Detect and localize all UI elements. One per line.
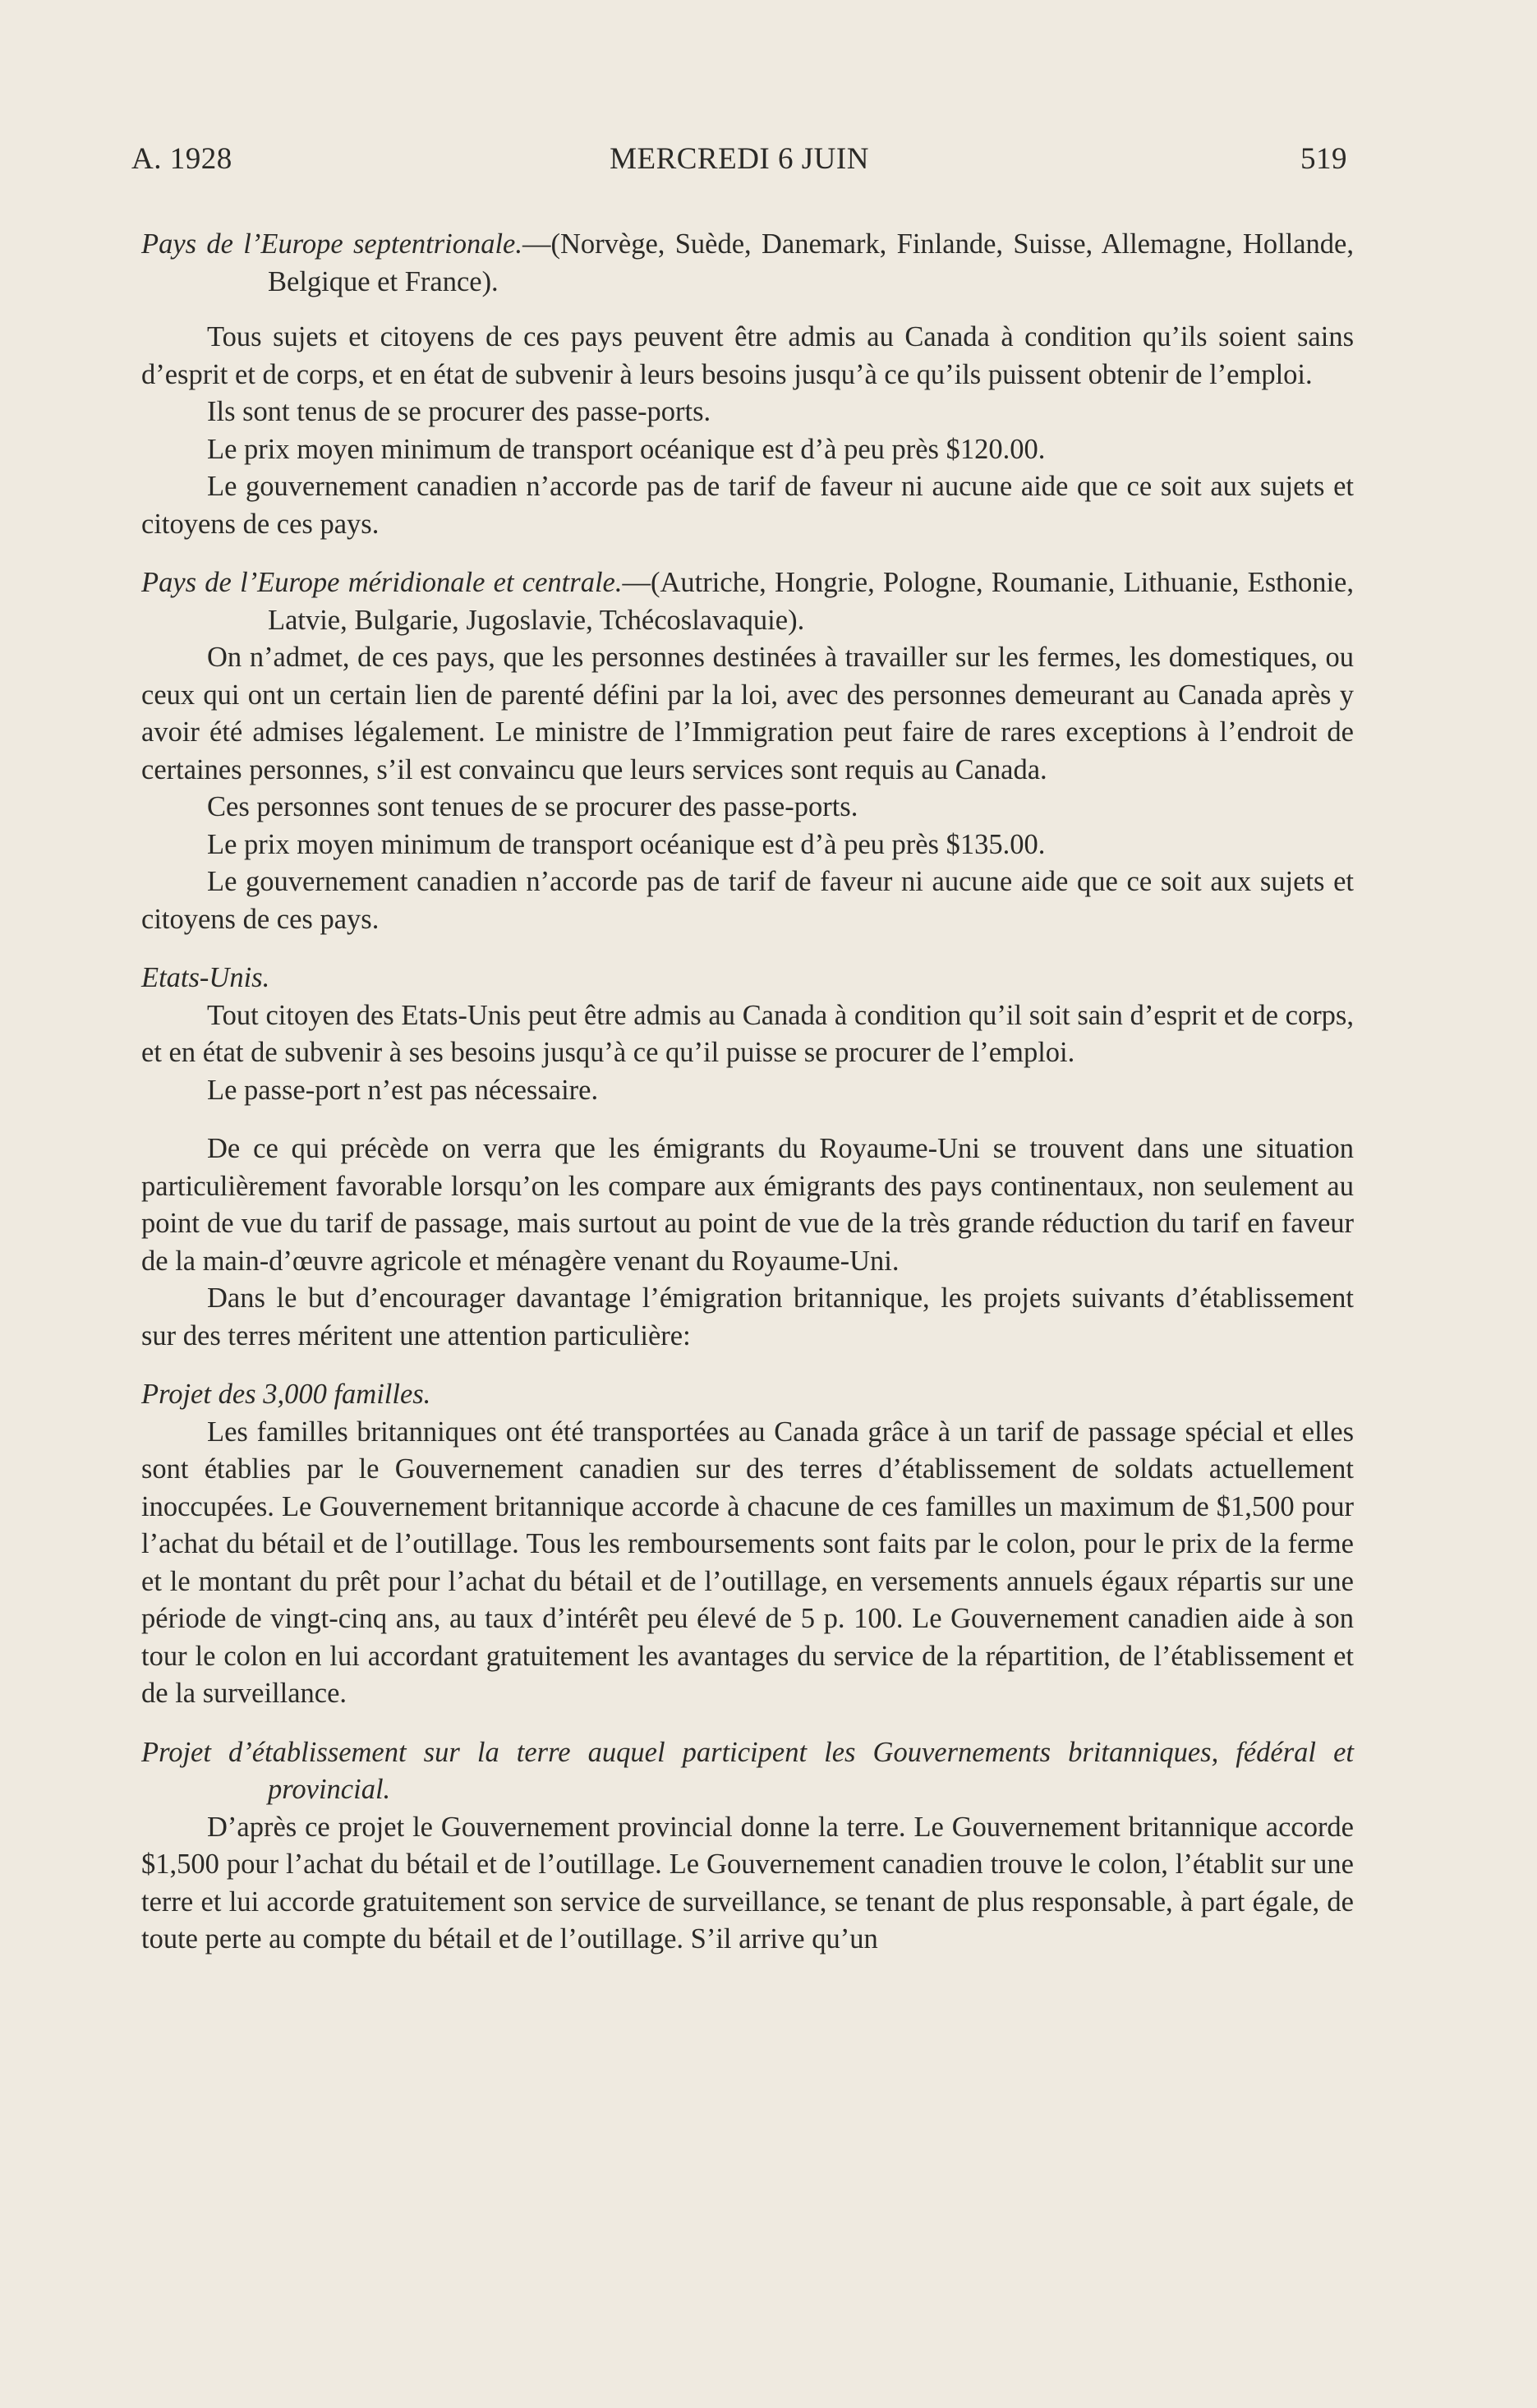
project-heading-joint-settlement: Projet d’établissement sur la terre auquel participent les Gouvernements britanniques, fédéral et provincial.	[141, 1736, 1354, 1805]
section-title: Pays de l’Europe méridionale et centrale.	[141, 567, 623, 598]
paragraph: Tout citoyen des Etats-Unis peut être admis au Canada à condition qu’il soit sain d’esprit et de corps, et en état de subvenir à ses besoins jusqu’à ce qu’il puisse se procurer de l’emploi.	[141, 999, 1354, 1068]
paragraph: Le prix moyen minimum de transport océanique est d’à peu près $135.00.	[207, 828, 1046, 860]
header-date: MERCREDI 6 JUIN	[610, 142, 869, 176]
paragraph: Le gouvernement canadien n’accorde pas de tarif de faveur ni aucune aide que ce soit aux sujets et citoyens de ces pays.	[141, 866, 1354, 935]
paragraph: Le prix moyen minimum de transport océanique est d’à peu près $120.00.	[207, 433, 1046, 465]
paragraph: Les familles britanniques ont été transportées au Canada grâce à un tarif de passage spécial et elles sont établies par le Gouvernement canadien sur des terres d’établissement de soldats actuellement inoccupées. Le Gouvernement britannique accorde à chacune de ces familles un maximum de $1,500 pour l’achat du bétail et de l’outillage. Tous les remboursements sont faits par le colon, pour le prix de la ferme et le montant du prêt pour l’achat du bétail et de l’outillage, en versements annuels égaux répartis sur une période de vingt-cinq ans, au taux d’intérêt peu élevé de 5 p. 100. Le Gouvernement canadien aide à son tour le colon en lui accordant gratuitement les avantages du service de la répartition, de l’établissement et de la surveillance.	[141, 1416, 1354, 1709]
paragraph: Tous sujets et citoyens de ces pays peuvent être admis au Canada à condition qu’ils soient sains d’esprit et de corps, et en état de subvenir à leurs besoins jusqu’à ce qu’ils puissent obtenir de l’emploi.	[141, 321, 1354, 390]
paragraph: Ces personnes sont tenues de se procurer des passe-ports.	[207, 791, 858, 822]
paragraph: Le passe-port n’est pas nécessaire.	[207, 1074, 599, 1106]
page-header	[131, 141, 1347, 182]
section-title-rest: —(Autriche, Hongrie, Pologne, Roumanie, Lithuanie, Esthonie, Latvie, Bulgarie, Jugoslavie, Tchécoslavaquie).	[268, 567, 1354, 636]
paragraph: Ils sont tenus de se procurer des passe-ports.	[207, 396, 711, 427]
section-heading-north-europe	[141, 226, 1354, 301]
section-heading-south-central-europe	[141, 564, 1354, 639]
document-body	[141, 226, 1354, 1959]
paragraph: D’après ce projet le Gouvernement provincial donne la terre. Le Gouvernement britannique accorde $1,500 pour l’achat du bétail et de l’outillage. Le Gouvernement canadien trouve le colon, l’établit sur une terre et lui accorde gratuitement son service de surveillance, se tenant de plus responsable, à part égale, de toute perte au compte du bétail et de l’outillage. S’il arrive qu’un	[141, 1811, 1354, 1954]
paragraph: Dans le but d’encourager davantage l’émigration britannique, les projets suivants d’établissement sur des terres méritent une attention particulière:	[141, 1282, 1354, 1351]
paragraph: De ce qui précède on verra que les émigrants du Royaume-Uni se trouvent dans une situation particulièrement favorable lorsqu’on les compare aux émigrants des pays continentaux, non seulement au point de vue du tarif de passage, mais surtout au point de vue de la très grande réduction du tarif en faveur de la main-d’œuvre agricole et ménagère venant du Royaume-Uni.	[141, 1133, 1354, 1277]
page-number: 519	[1300, 142, 1347, 176]
paragraph: On n’admet, de ces pays, que les personnes destinées à travailler sur les fermes, les domestiques, ou ceux qui ont un certain lien de parenté défini par la loi, avec des personnes demeurant au Canada après y avoir été admises légalement. Le ministre de l’Immigration peut faire de rares exceptions à l’endroit de certaines personnes, s’il est convaincu que leurs services sont requis au Canada.	[141, 642, 1354, 785]
project-heading-3000-families: Projet des 3,000 familles.	[141, 1379, 431, 1410]
paragraph: Le gouvernement canadien n’accorde pas de tarif de faveur ni aucune aide que ce soit aux sujets et citoyens de ces pays.	[141, 471, 1354, 540]
section-heading-united-states: Etats-Unis.	[141, 962, 270, 993]
section-title: Pays de l’Europe septentrionale.	[141, 228, 522, 260]
section-title-rest: —(Norvège, Suède, Danemark, Finlande, Suisse, Allemagne, Hollande, Belgique et France).	[268, 228, 1354, 297]
header-year: A. 1928	[131, 142, 232, 176]
